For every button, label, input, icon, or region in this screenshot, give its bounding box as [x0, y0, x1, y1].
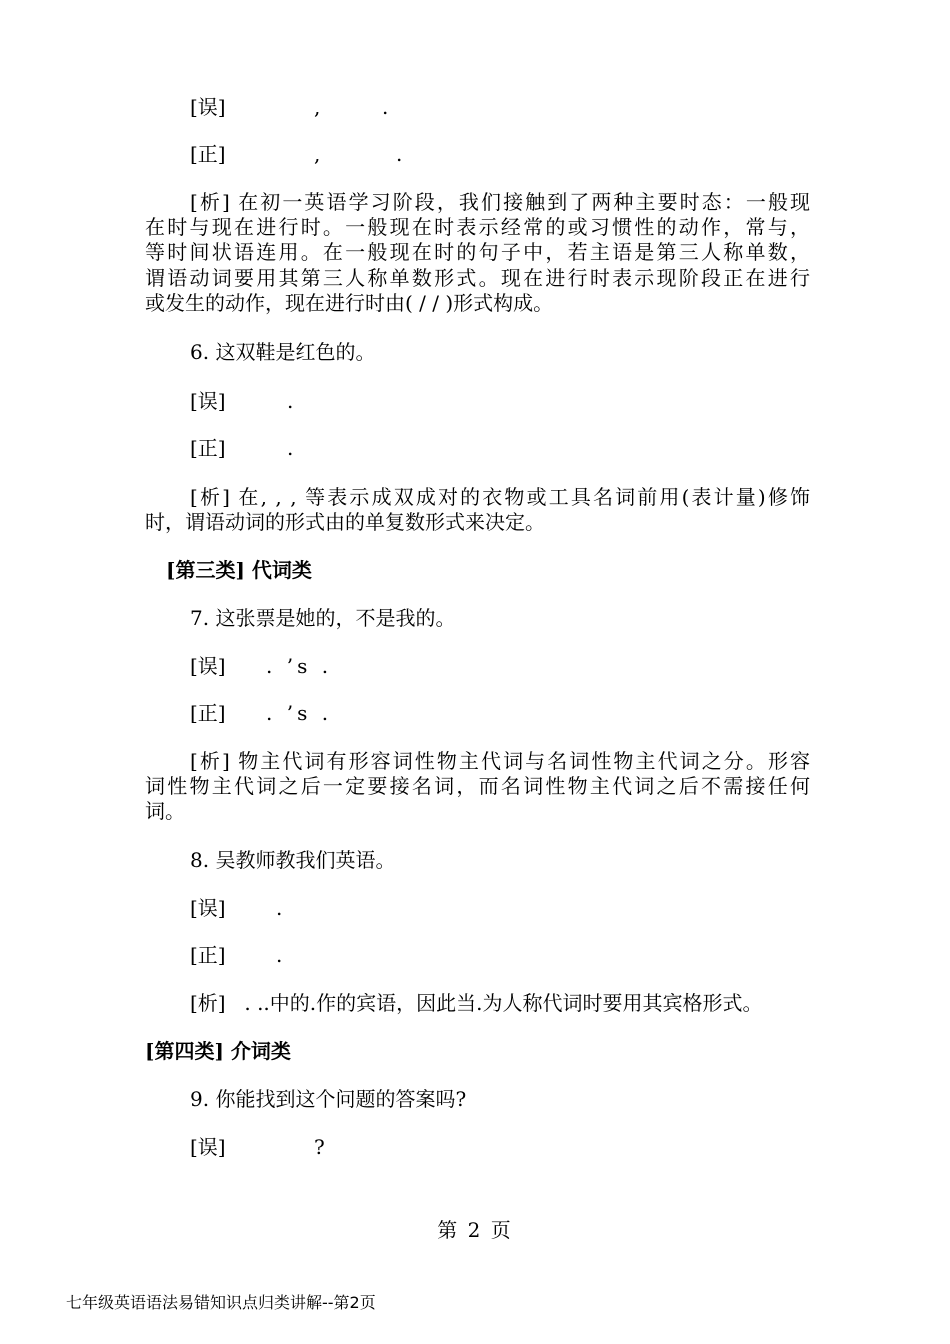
wrong-tag: [误]	[190, 896, 226, 920]
right-tag: [正]	[190, 142, 226, 166]
analysis-tag: [析]	[190, 991, 226, 1015]
analysis-line	[190, 189, 810, 215]
wrong-tag: [误]	[190, 389, 226, 413]
analysis-tag: [析]	[190, 485, 230, 509]
question-7: 7. 这张票是她的，不是我的。	[190, 606, 456, 630]
analysis-text: 在初一英语学习阶段，我们接触到了两种主要时态：一般现	[238, 190, 811, 214]
question-9: 9. 你能找到这个问题的答案吗?	[190, 1087, 467, 1111]
right-line-8	[190, 942, 226, 968]
wrong-line-8	[190, 895, 226, 921]
section-heading-prepositions: [第四类] 介词类	[145, 1039, 291, 1063]
analysis-line: 或发生的动作，现在进行时由( / / )形式构成。	[145, 291, 554, 315]
analysis-line: 等时间状语连用。在一般现在时的句子中，若主语是第三人称单数，	[145, 240, 810, 264]
analysis-line: 在时与现在进行时。一般现在时表示经常的或习惯性的动作，常与，	[145, 215, 810, 239]
document-footer: 七年级英语语法易错知识点归类讲解--第2页	[66, 1293, 376, 1312]
wrong-tag: [误]	[190, 654, 226, 678]
analysis-tag: [析]	[190, 749, 230, 773]
wrong-line-1	[190, 94, 226, 120]
analysis-line: 词。	[145, 799, 185, 823]
right-tag: [正]	[190, 701, 226, 725]
right-tag: [正]	[190, 943, 226, 967]
right-punct: .	[276, 943, 283, 967]
right-line-7	[190, 700, 226, 726]
wrong-line-7	[190, 653, 226, 679]
wrong-line-9	[190, 1134, 226, 1160]
analysis-line: 时，谓语动词的形式由的单复数形式来决定。	[145, 510, 545, 534]
question-8: 8. 吴教师教我们英语。	[190, 848, 396, 872]
analysis-text: . ..中的.作的宾语，因此当.为人称代词时要用其宾格形式。	[244, 991, 763, 1015]
right-tag: [正]	[190, 436, 226, 460]
right-fragment: . ’s .	[266, 701, 333, 725]
wrong-line-6	[190, 388, 226, 414]
page-number: 第 2 页	[437, 1218, 513, 1242]
wrong-tag: [误]	[190, 1135, 226, 1159]
wrong-fragment: . ’s .	[266, 654, 333, 678]
wrong-tag: [误]	[190, 95, 226, 119]
wrong-punct: .	[276, 896, 283, 920]
right-line-6	[190, 435, 226, 461]
right-punct: ,	[314, 142, 321, 166]
analysis-line	[190, 990, 763, 1016]
wrong-punct: .	[382, 95, 389, 119]
wrong-punct: ,	[314, 95, 321, 119]
section-heading-pronouns: [第三类] 代词类	[166, 558, 312, 582]
question-6: 6. 这双鞋是红色的。	[190, 340, 376, 364]
analysis-line	[190, 484, 810, 510]
right-line-1	[190, 141, 226, 167]
analysis-text: 物主代词有形容词性物主代词与名词性物主代词之分。形容	[238, 749, 811, 773]
wrong-punct: .	[287, 389, 294, 413]
wrong-punct: ?	[314, 1135, 325, 1159]
analysis-line: 谓语动词要用其第三人称单数形式。现在进行时表示现阶段正在进行	[145, 266, 810, 290]
analysis-tag: [析]	[190, 190, 230, 214]
right-punct: .	[396, 142, 403, 166]
analysis-line: 词性物主代词之后一定要接名词，而名词性物主代词之后不需接任何	[145, 774, 810, 798]
right-punct: .	[287, 436, 294, 460]
analysis-line	[190, 748, 810, 774]
analysis-text: 在, , , 等表示成双成对的衣物或工具名词前用(表计量)修饰	[238, 485, 811, 509]
